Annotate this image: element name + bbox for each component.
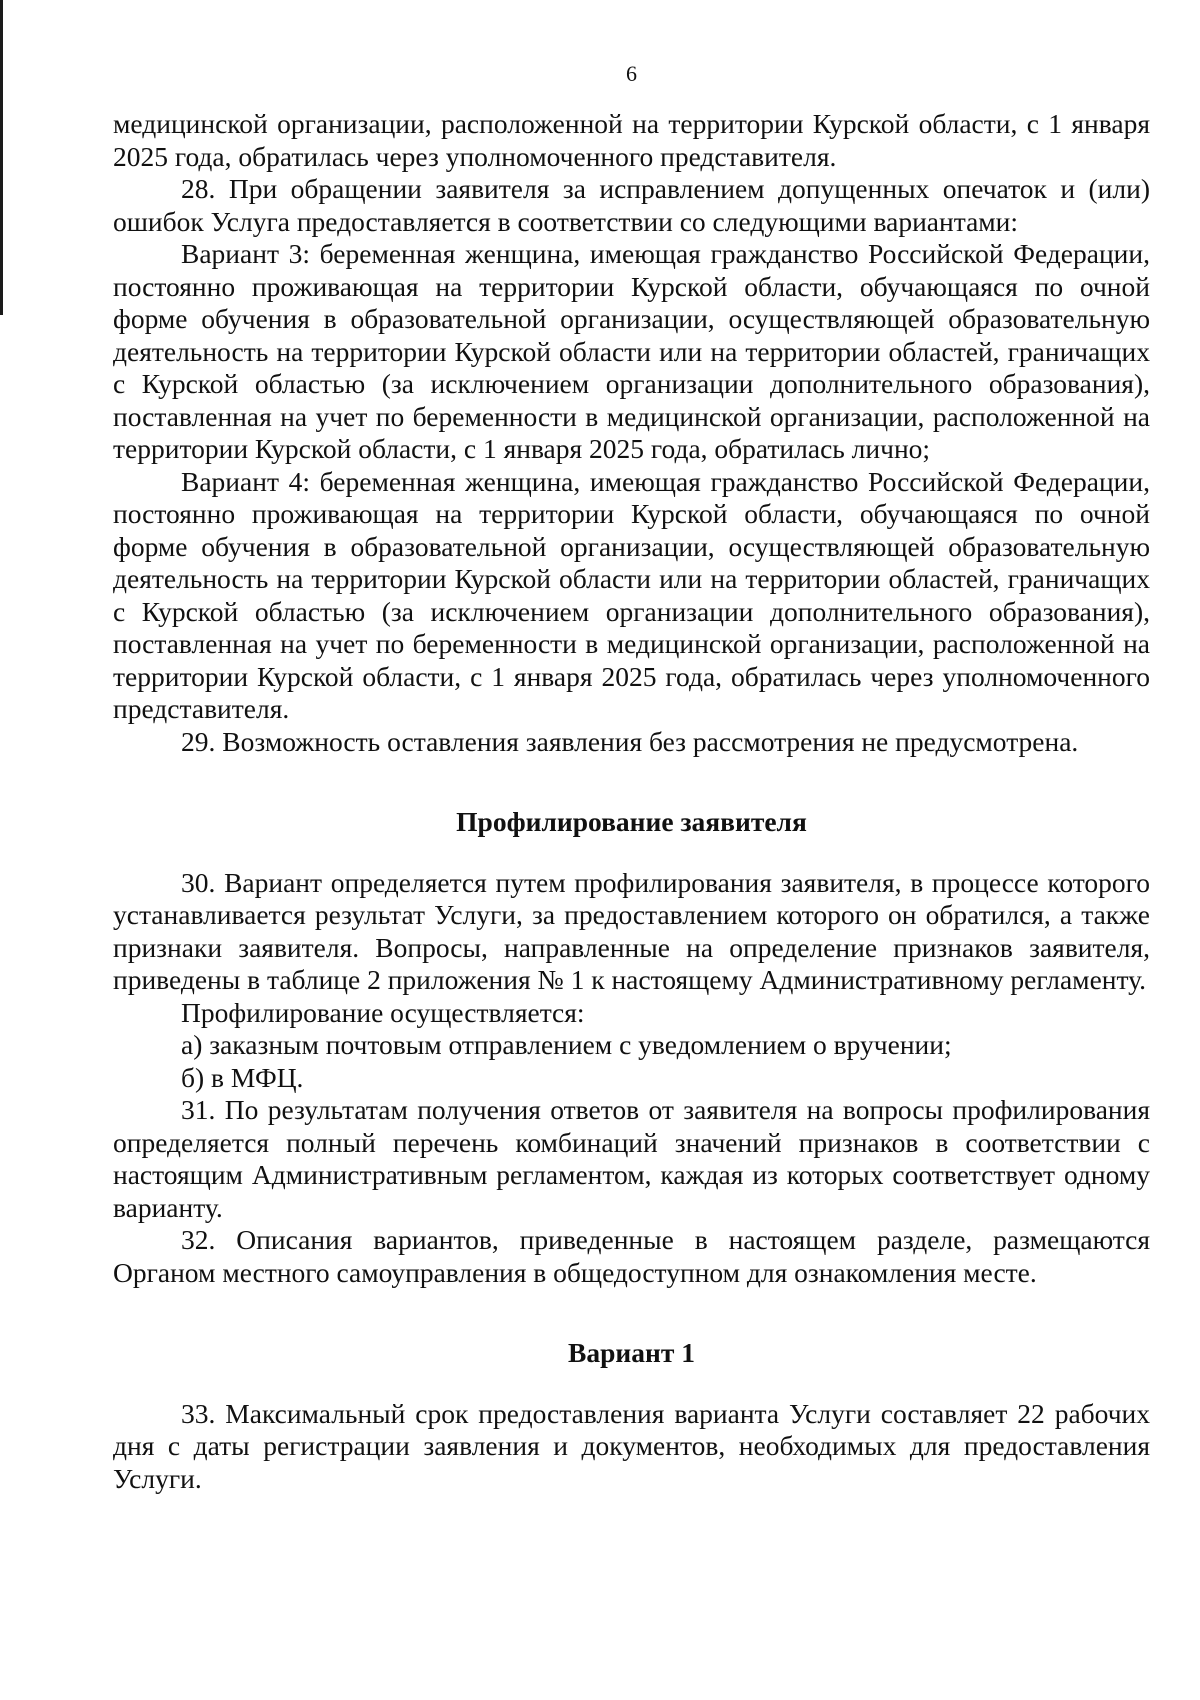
paragraph: 30. Вариант определяется путем профилирования заявителя, в процессе которого устанавливается результат Услуги, за предоставлением которого он обратился, а также признаки заявителя. Вопросы, направленные на определение признаков заявителя, приведены в таблице 2 приложения № 1 к настоящему Административному регламенту.: [113, 866, 1150, 995]
paragraph: б) в МФЦ.: [181, 1061, 304, 1093]
section-gap: [113, 758, 1150, 806]
section-heading: Профилирование заявителя: [456, 806, 807, 837]
page-number: 6: [626, 61, 637, 86]
heading-gap: [113, 839, 1150, 867]
paragraph: 32. Описания вариантов, приведенные в настоящем разделе, размещаются Органом местного самоуправления в общедоступном для ознакомления месте.: [113, 1224, 1150, 1288]
paragraph: 31. По результатам получения ответов от заявителя на вопросы профилирования определяется полный перечень комбинаций значений признаков в соответствии с настоящим Административным регламентом, каждая из которых соответствует одному варианту.: [113, 1094, 1150, 1223]
scan-edge-mark: [0, 0, 3, 315]
paragraph: Профилирование осуществляется:: [181, 996, 585, 1028]
document-body: [113, 108, 1150, 1495]
section-gap: [113, 1289, 1150, 1337]
paragraph: Вариант 3: беременная женщина, имеющая гражданство Российской Федерации, постоянно проживающая на территории Курской области, обучающаяся по очной форме обучения в образовательной организации, осуществляющей образовательную деятельность на территории Курской области или на территории областей, граничащих с Курской областью (за исключением организации дополнительного образования), поставленная на учет по беременности в медицинской организации, расположенной на территории Курской области, с 1 января 2025 года, обратилась лично;: [113, 238, 1150, 464]
paragraph: а) заказным почтовым отправлением с уведомлением о вручении;: [181, 1029, 952, 1060]
section-heading: Вариант 1: [568, 1337, 695, 1368]
paragraph: 33. Максимальный срок предоставления варианта Услуги составляет 22 рабочих дня с даты регистрации заявления и документов, необходимых для предоставления Услуги.: [113, 1397, 1150, 1494]
heading-gap: [113, 1370, 1150, 1398]
paragraph: 28. При обращении заявителя за исправлением допущенных опечаток и (или) ошибок Услуга предоставляется в соответствии со следующими вариантами:: [113, 173, 1150, 237]
paragraph: 29. Возможность оставления заявления без рассмотрения не предусмотрена.: [181, 725, 1079, 757]
paragraph: медицинской организации, расположенной на территории Курской области, с 1 января 2025 года, обратилась через уполномоченного представителя.: [113, 108, 1150, 172]
paragraph: Вариант 4: беременная женщина, имеющая гражданство Российской Федерации, постоянно проживающая на территории Курской области, обучающаяся по очной форме обучения в образовательной организации, осуществляющей образовательную деятельность на территории Курской области или на территории областей, граничащих с Курской областью (за исключением организации дополнительного образования), поставленная на учет по беременности в медицинской организации, расположенной на территории Курской области, с 1 января 2025 года, обратилась через уполномоченного представителя.: [113, 465, 1150, 724]
